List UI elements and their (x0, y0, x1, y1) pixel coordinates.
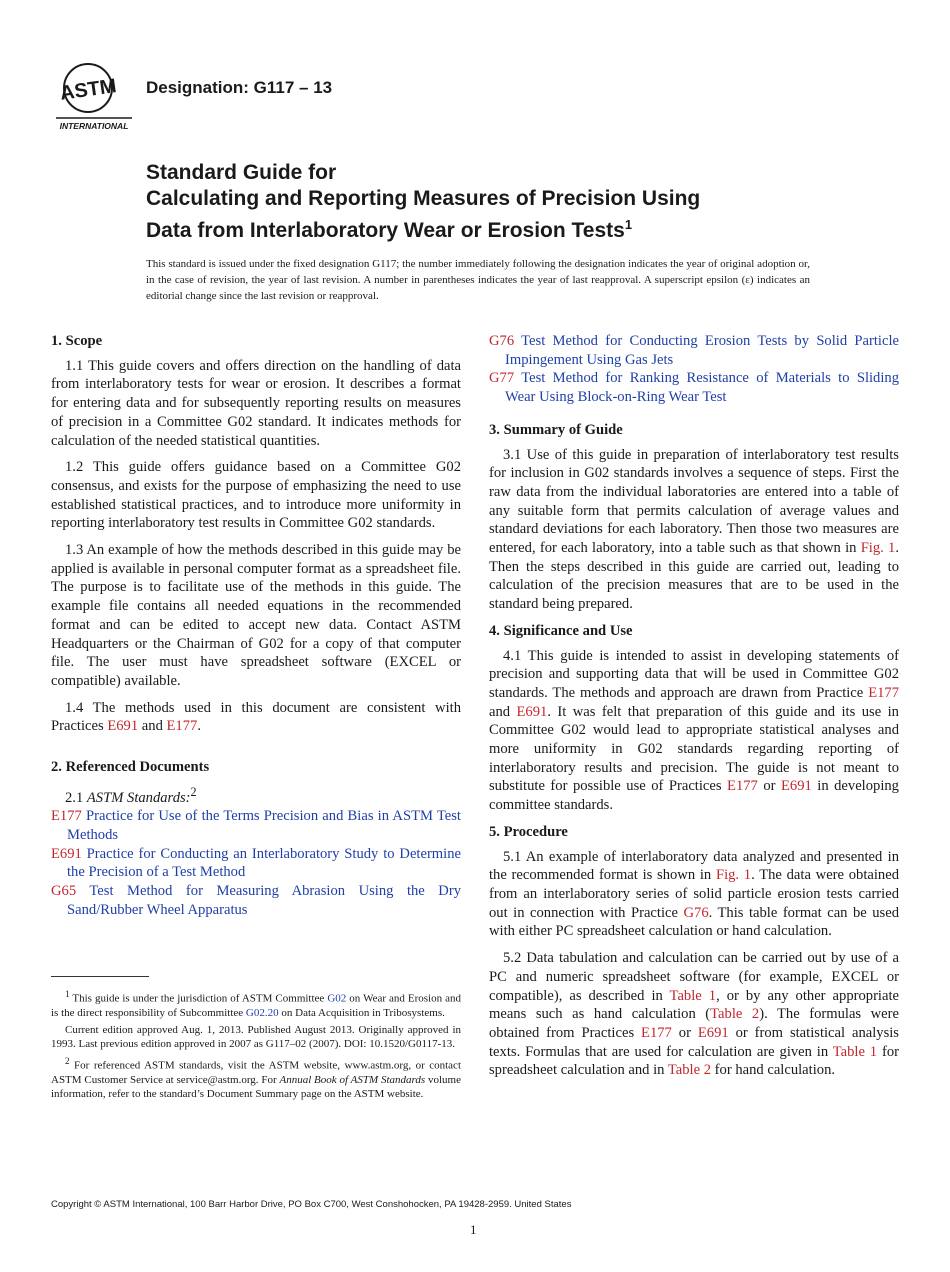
reference-item-g65[interactable] (51, 882, 461, 919)
reference-item-g77[interactable] (489, 369, 899, 406)
paragraph-3-1-text: . Then the steps described in this guide are carried out, leading to calculation of the precision measures that are to be used in the standard being prepared. (489, 540, 899, 613)
link-table-1[interactable]: Table 1 (669, 987, 717, 1004)
link-e177[interactable]: E177 (868, 684, 899, 701)
title-line-2: Calculating and Reporting Measures of Precision Using (146, 187, 701, 210)
footnote-2-text: volume information, refer to the standard’s Document Summary page on the ASTM website. (51, 1073, 461, 1101)
link-table-2[interactable]: Table 2 (667, 1062, 712, 1079)
paragraph-3-1-text: 3.1 Use of this guide in preparation of interlaboratory test results for inclusion in G02 standards involves a sequence of steps. First the raw data from the individual laboratories are entered into a table of any suitable form that permits calculation of average values and standard deviations for each laboratory. Then those two measures are entered, for each laboratory, into a table such as that shown in (489, 446, 899, 557)
footnote-2-italic: Annual Book of ASTM Standards (279, 1073, 426, 1086)
reference-title[interactable]: Practice for Use of the Terms Precision and Bias in ASTM Test Methods (67, 808, 461, 844)
reference-title[interactable]: Test Method for Measuring Abrasion Using the Dry Sand/Rubber Wheel Apparatus (67, 883, 461, 918)
link-fig-1[interactable]: Fig. 1 (860, 540, 896, 557)
reference-item-e691[interactable] (51, 845, 461, 882)
paragraph-5-2-text: or from statistical analysis texts. Formulas that are used for calculation are given in (489, 1024, 899, 1060)
issuance-notice: This standard is issued under the fixed designation G117; the number immediately following the designation indicates the year of original adoption or, in the case of revision, the year of last revision. A number in parentheses indicates the year of last reapproval. A superscript epsilon (ε) indicates an editorial change since the last revision or reapproval. (146, 258, 810, 302)
paragraph-5-2-text: for hand calculation. (711, 1062, 836, 1079)
section-heading-summary: 3. Summary of Guide (489, 421, 623, 438)
link-e177[interactable]: E177 (641, 1024, 672, 1041)
copyright-notice: Copyright © ASTM International, 100 Barr Harbor Drive, PO Box C700, West Conshohocken, PA 19428-2959. United States (51, 1199, 572, 1210)
footnote-2-mark: 2 (65, 1055, 70, 1066)
reference-title[interactable]: Practice for Conducting an Interlaboratory Study to Determine the Precision of a Test Method (67, 845, 461, 881)
paragraph-1-3: 1.3 An example of how the methods described in this guide may be applied is available in personal computer format as a spreadsheet file. The purpose is to facilitate use of the methods in this guide. The example file contains all needed equations in the recommended format and can be edited to accept new data. Contact ASTM Headquarters or the Chairman of G02 for a copy of that computer file. The user must have spreadsheet software (EXCEL or compatible) available. (51, 542, 461, 689)
paragraph-4-1-text: or (757, 778, 781, 795)
link-e691[interactable]: E691 (697, 1024, 729, 1041)
title-footnote-mark[interactable]: 1 (624, 217, 633, 232)
link-e177[interactable]: E177 (727, 778, 758, 795)
section-heading-significance: 4. Significance and Use (489, 622, 633, 639)
paragraph-5-1-text: . The data were obtained from an interlaboratory series of solid particle erosion tests carried out in connection with Practice (489, 867, 899, 921)
paragraph-5-2-text: 5.2 Data tabulation and calculation can be carried out by use of a PC and numeric spreadsheet software (for example, EXCEL or compatible), as described in (489, 950, 899, 1004)
footnote-1-text: This guide is under the jurisdiction of ASTM Committee (69, 992, 328, 1005)
reference-code[interactable]: G76 (489, 333, 515, 349)
section-heading-procedure: 5. Procedure (489, 823, 568, 840)
astm-standards-label: ASTM Standards: (86, 789, 191, 806)
title-line-3 (146, 212, 846, 244)
astm-standards-number: 2.1 (65, 789, 87, 806)
link-g76[interactable]: G76 (683, 904, 709, 921)
section-heading-scope: 1. Scope (51, 333, 103, 349)
footnote-2 (51, 1054, 461, 1102)
section-heading-referenced-documents: 2. Referenced Documents (51, 759, 210, 776)
reference-title[interactable]: Test Method for Ranking Resistance of Materials to Sliding Wear Using Block-on-Ring Wear Test (505, 370, 899, 406)
page-number: 1 (470, 1222, 477, 1237)
reference-code[interactable]: E177 (51, 808, 82, 825)
link-fig-1[interactable]: Fig. 1 (715, 867, 752, 884)
paragraph-5-1-text: . This table format can be used with either PC spreadsheet calculation or hand calculation. (489, 904, 899, 940)
paragraph-5-2-text: , or by any other appropriate means such as hand calculation ( (489, 987, 899, 1023)
link-g02[interactable]: G02 (327, 992, 347, 1005)
title-line-1: Standard Guide for (146, 161, 337, 184)
footnote-2-text: For referenced ASTM standards, visit the ASTM website, www.astm.org, or contact ASTM Customer Service at service@astm.org. For (51, 1059, 461, 1086)
paragraph-1-4-text: . (197, 718, 201, 735)
footnote-1-text: on Data Acquisition in Tribosystems. (278, 1007, 445, 1020)
reference-code[interactable]: G77 (489, 370, 515, 387)
paragraph-5-2-text: or (671, 1024, 698, 1041)
title-line-3-text: Data from Interlaboratory Wear or Erosion Tests (146, 219, 625, 242)
link-table-1[interactable]: Table 1 (832, 1043, 878, 1060)
paragraph-5-1-text: 5.1 An example of interlaboratory data analyzed and presented in the recommended format is shown in (489, 848, 899, 884)
footnote-1-text: on Wear and Erosion and is the direct responsibility of Subcommittee (51, 992, 461, 1020)
document-title (146, 160, 846, 244)
footnotes (51, 987, 461, 1104)
logo-wordmark: ASTM (58, 75, 118, 105)
footnote-divider (51, 976, 149, 977)
paragraph-1-4 (51, 699, 461, 736)
footnote-1-edition: Current edition approved Aug. 1, 2013. Published August 2013. Originally approved in 1993. Last previous edition approved in 2007 as G117–02 (2007). DOI: 10.1520/G0117-13. (51, 1023, 461, 1051)
footnote-1 (51, 987, 461, 1021)
paragraph-4-1 (489, 647, 899, 815)
link-e691[interactable]: E691 (516, 703, 548, 720)
paragraph-1-4-text: 1.4 The methods used in this document are consistent with Practices (51, 699, 461, 735)
link-g02-20[interactable]: G02.20 (245, 1007, 279, 1020)
paragraph-4-1-text: and (489, 703, 517, 720)
paragraph-3-1 (489, 446, 899, 614)
paragraph-5-2-text: for spreadsheet calculation and in (489, 1043, 899, 1079)
right-column (489, 332, 899, 1088)
designation: Designation: G117 – 13 (146, 78, 333, 97)
footnote-1-mark: 1 (65, 989, 70, 999)
astm-standards-footnote-mark[interactable]: 2 (190, 784, 197, 799)
paragraph-4-1-text: . It was felt that preparation of this guide and its use in Committee G02 would lead to appropriate statistical analyses and more uniformity in G02 standards regarding reporting of interlaboratory results and precision. The guide is not meant to substitute for possible use of Practices (489, 703, 899, 795)
link-e177[interactable]: E177 (166, 718, 198, 735)
paragraph-5-1 (489, 848, 899, 942)
link-table-2[interactable]: Table 2 (710, 1006, 760, 1023)
paragraph-4-1-text: in developing committee standards. (489, 778, 899, 814)
paragraph-1-1: 1.1 This guide covers and offers direction on the handling of data from interlaboratory tests for wear or erosion. It describes a format for entering data and for subsequently reporting results on measures of precision in a Committee G02 standard. It indicates methods for calculation of the needed statistical quantities. (51, 357, 461, 449)
astm-logo (50, 58, 136, 134)
link-e691[interactable]: E691 (780, 778, 812, 795)
paragraph-5-2 (489, 949, 899, 1080)
link-e691[interactable]: E691 (107, 718, 139, 735)
paragraph-1-4-text: and (138, 718, 167, 735)
left-column (51, 332, 461, 920)
reference-item-g76[interactable] (489, 332, 899, 369)
reference-code[interactable]: E691 (51, 845, 82, 862)
reference-code[interactable]: G65 (51, 883, 77, 900)
paragraph-1-2: 1.2 This guide offers guidance based on a Committee G02 consensus, and exists for the purpose of emphasizing the need to use established statistical practices, and to introduce more uniformity in reporting interlaboratory test results in Committee G02 standards. (51, 459, 461, 532)
logo-subtext: INTERNATIONAL (59, 121, 129, 131)
reference-item-e177[interactable] (51, 807, 461, 844)
paragraph-5-2-text: ). The formulas were obtained from Practices (489, 1006, 899, 1041)
astm-standards-lead (65, 783, 461, 808)
reference-title[interactable]: Test Method for Conducting Erosion Tests by Solid Particle Impingement Using Gas Jets (505, 333, 899, 368)
paragraph-4-1-text: 4.1 This guide is intended to assist in developing statements of precision and supporting data that will be used in Committee G02 standards. The methods and approach are drawn from Practice (489, 647, 899, 701)
